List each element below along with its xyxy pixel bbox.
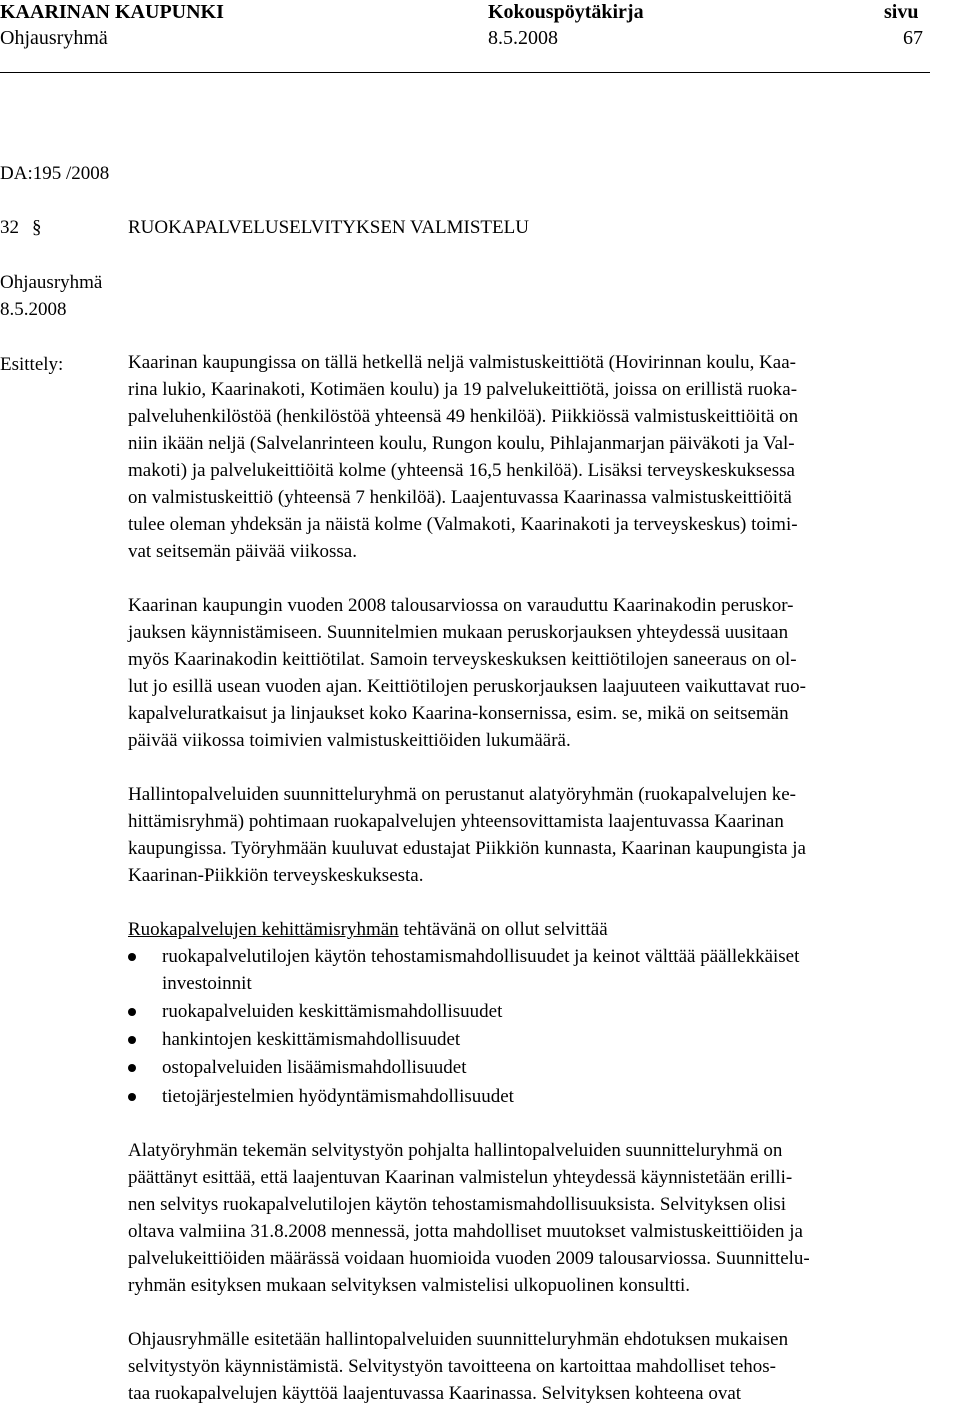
- text-line: kapalveluratkaisut ja linjaukset koko Kaarina-konsernissa, esim. se, mikä on seitsemän: [128, 703, 789, 724]
- text-line: päivää viikossa toimivien valmistuskeittiöiden lukumäärä.: [128, 730, 571, 751]
- bullet-dot: [128, 1008, 136, 1016]
- text-line: Kaarinan-Piikkiön terveyskeskuksesta.: [128, 865, 424, 886]
- list-item-text: ostopalveluiden lisäämismahdollisuudet: [162, 1057, 467, 1078]
- text-line: palvelukeittiöiden määrässä voidaan huomioida vuoden 2009 talousarviossa. Suunnittelu-: [128, 1248, 810, 1269]
- header-doctype: Kokouspöytäkirja: [488, 1, 644, 23]
- text-line: jauksen käynnistämiseen. Suunnitelmien mukaan peruskorjauksen yhteydessä uusitaan: [128, 622, 789, 643]
- case-da: DA:195 /2008: [0, 163, 110, 184]
- bullet-dot: [128, 1093, 136, 1101]
- text-line: hittämisryhmä) pohtimaan ruokapalvelujen yhteensovittamista laajentuvassa Kaarinan: [128, 811, 784, 832]
- text-line: Alatyöryhmän tekemän selvitystyön pohjalta hallintopalveluiden suunnitteluryhmä on: [128, 1140, 783, 1161]
- text-line: vat seitsemän päivää viikossa.: [128, 541, 357, 562]
- text-line: niin ikään neljä (Salvelanrinteen koulu, Rungon koulu, Pihlajanmarjan päiväkoti ja Val-: [128, 433, 795, 454]
- task-intro: [128, 918, 608, 942]
- text-line: makoti) ja palvelukeittiöitä kolme (yhteensä 16,5 henkilöä). Lisäksi terveyskeskuksessa: [128, 460, 795, 481]
- text-line: Hallintopalveluiden suunnitteluryhmä on perustanut alatyöryhmän (ruokapalvelujen ke-: [128, 784, 796, 805]
- header-rule: [0, 72, 930, 73]
- bullet-dot: [128, 1064, 136, 1072]
- header-body: Ohjausryhmä: [0, 27, 108, 49]
- list-item-text: ruokapalvelutilojen käytön tehostamismahdollisuudet ja keinot välttää päällekkäiset: [162, 946, 800, 967]
- text-line: Kaarinan kaupungissa on tällä hetkellä neljä valmistuskeittiötä (Hovirinnan koulu, Kaa-: [128, 352, 796, 373]
- text-line: myös Kaarinakodin keittiötilat. Samoin terveyskeskuksen keittiötilojen saneeraus on ol-: [128, 649, 797, 670]
- text-line: päättänyt esittää, että laajentuvan Kaarinan valmistelun yhteydessä käynnistetään erilli-: [128, 1167, 793, 1188]
- text-line: lut jo esillä usean vuoden ajan. Keittiötilojen peruskorjauksen laajuuteen vaikuttavat ruo-: [128, 676, 806, 697]
- text-line: kaupungissa. Työryhmään kuuluvat edustajat Piikkiön kunnasta, Kaarinan kaupungista ja: [128, 838, 806, 859]
- section-symbol: §: [32, 217, 42, 238]
- meeting-body: Ohjausryhmä: [0, 272, 103, 293]
- header-page-number: 67: [903, 27, 923, 49]
- text-line: Kaarinan kaupungin vuoden 2008 talousarviossa on varauduttu Kaarinakodin peruskor-: [128, 595, 794, 616]
- list-item-text: tietojärjestelmien hyödyntämismahdollisuudet: [162, 1086, 514, 1107]
- text-line: palveluhenkilöstöä (henkilöstöä yhteensä 49 henkilöä). Piikkiössä valmistuskeittiöitä on: [128, 406, 799, 427]
- list-item-text: investoinnit: [162, 973, 252, 994]
- esittely-label: Esittely:: [0, 354, 64, 375]
- text-line: nen selvitys ruokapalvelutilojen käytön tehostamismahdollisuuksista. Selvityksen olisi: [128, 1194, 787, 1215]
- text-line: tulee oleman yhdeksän ja näistä kolme (Valmakoti, Kaarinakoti ja terveyskeskus) toimi-: [128, 514, 798, 535]
- text-line: selvitystyön käynnistämistä. Selvitystyön tavoitteena on kartoittaa mahdolliset tehos-: [128, 1356, 777, 1377]
- header-page-label: sivu: [884, 1, 919, 23]
- bullet-dot: [128, 1036, 136, 1044]
- text-line: on valmistuskeittiö (yhteensä 7 henkilöä). Laajentuvassa Kaarinassa valmistuskeittiöitä: [128, 487, 792, 508]
- list-item-text: hankintojen keskittämismahdollisuudet: [162, 1029, 461, 1050]
- bullet-dot: [128, 953, 136, 961]
- case-title: RUOKAPALVELUSELVITYKSEN VALMISTELU: [128, 217, 529, 238]
- task-group-name: Ruokapalvelujen kehittämisryhmän: [128, 919, 399, 940]
- header-date: 8.5.2008: [488, 27, 558, 49]
- text-line: Ohjausryhmälle esitetään hallintopalveluiden suunnitteluryhmän ehdotuksen mukaisen: [128, 1329, 789, 1350]
- case-number: 32: [0, 217, 19, 238]
- list-item-text: ruokapalveluiden keskittämismahdollisuudet: [162, 1001, 503, 1022]
- text-line: rina lukio, Kaarinakoti, Kotimäen koulu) ja 19 palvelukeittiötä, joissa on erillistä ruoka-: [128, 379, 798, 400]
- text-line: oltava valmiina 31.8.2008 mennessä, jotta mahdolliset muutokset valmistuskeittiöiden ja: [128, 1221, 803, 1242]
- text-line: taa ruokapalvelujen käyttöä laajentuvassa Kaarinassa. Selvityksen kohteena ovat: [128, 1383, 742, 1404]
- header-org: KAARINAN KAUPUNKI: [0, 1, 224, 23]
- meeting-date: 8.5.2008: [0, 299, 67, 320]
- task-rest: tehtävänä on ollut selvittää: [398, 919, 608, 940]
- text-line: ryhmän esityksen mukaan selvityksen valmistelisi ulkopuolinen konsultti.: [128, 1275, 691, 1296]
